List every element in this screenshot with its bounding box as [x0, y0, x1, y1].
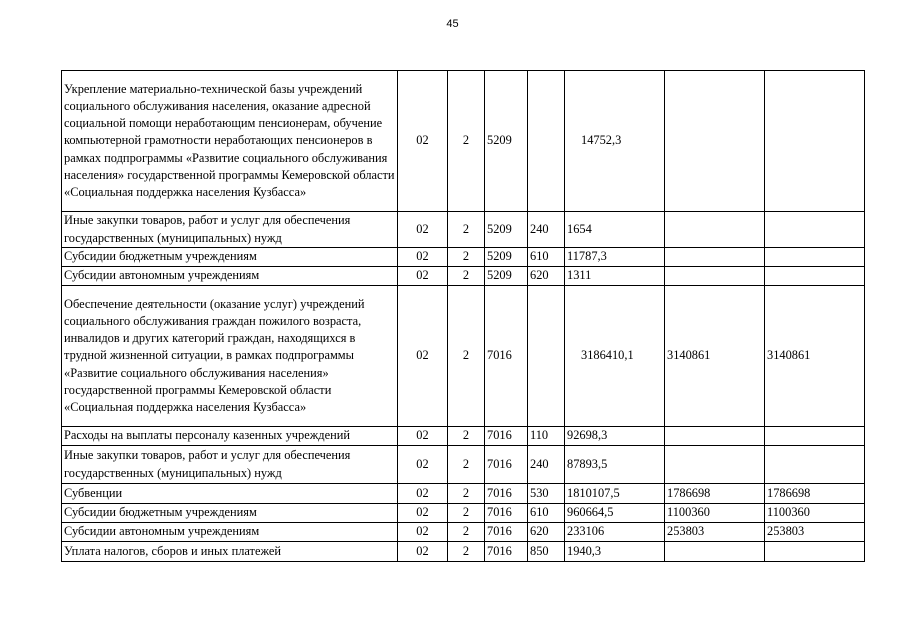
- table-row: [62, 427, 865, 446]
- section-cell: 02: [398, 523, 448, 542]
- amount-3-cell: [765, 248, 865, 267]
- amount-1-cell: 1654: [565, 212, 665, 248]
- section-cell: 02: [398, 248, 448, 267]
- table-row: [62, 286, 865, 427]
- amount-3-cell: 1786698: [765, 484, 865, 504]
- expense-type-cell: 240: [528, 212, 565, 248]
- subsection-cell: 2: [448, 286, 485, 427]
- subsection-cell: 2: [448, 446, 485, 484]
- amount-2-cell: 3140861: [665, 286, 765, 427]
- amount-1-cell: 92698,3: [565, 427, 665, 446]
- expense-type-cell: 240: [528, 446, 565, 484]
- amount-1-cell: 3186410,1: [565, 286, 665, 427]
- expense-type-cell: [528, 71, 565, 212]
- amount-1-cell: 1940,3: [565, 542, 665, 562]
- amount-3-cell: [765, 542, 865, 562]
- expense-type-cell: 850: [528, 542, 565, 562]
- target-article-cell: 7016: [485, 542, 528, 562]
- expense-type-cell: 620: [528, 267, 565, 286]
- amount-2-cell: [665, 542, 765, 562]
- target-article-cell: 7016: [485, 286, 528, 427]
- section-cell: 02: [398, 71, 448, 212]
- row-name-cell: Субсидии бюджетным учреждениям: [62, 248, 398, 267]
- subsection-cell: 2: [448, 248, 485, 267]
- section-cell: 02: [398, 484, 448, 504]
- target-article-cell: 7016: [485, 484, 528, 504]
- table-row: [62, 248, 865, 267]
- row-name-cell: Субсидии автономным учреждениям: [62, 267, 398, 286]
- expense-type-cell: 110: [528, 427, 565, 446]
- target-article-cell: 7016: [485, 504, 528, 523]
- section-cell: 02: [398, 446, 448, 484]
- expense-type-cell: 610: [528, 504, 565, 523]
- section-cell: 02: [398, 427, 448, 446]
- subsection-cell: 2: [448, 542, 485, 562]
- row-name-cell: Иные закупки товаров, работ и услуг для обеспечения государственных (муниципальных) нужд: [62, 446, 398, 484]
- amount-1-cell: 11787,3: [565, 248, 665, 267]
- row-name-cell: Расходы на выплаты персоналу казенных учреждений: [62, 427, 398, 446]
- subsection-cell: 2: [448, 71, 485, 212]
- expense-type-cell: 620: [528, 523, 565, 542]
- amount-3-cell: 3140861: [765, 286, 865, 427]
- row-name-cell: Субвенции: [62, 484, 398, 504]
- target-article-cell: 5209: [485, 267, 528, 286]
- amount-1-cell: 233106: [565, 523, 665, 542]
- expense-type-cell: 610: [528, 248, 565, 267]
- amount-3-cell: [765, 212, 865, 248]
- subsection-cell: 2: [448, 427, 485, 446]
- amount-2-cell: [665, 71, 765, 212]
- target-article-cell: 7016: [485, 427, 528, 446]
- amount-2-cell: [665, 427, 765, 446]
- amount-3-cell: [765, 446, 865, 484]
- row-name-cell: Обеспечение деятельности (оказание услуг) учреждений социального обслуживания граждан пожилого возраста, инвалидов и других категорий граждан, находящихся в трудной жизненной ситуации, в рамках подпрограммы «Развитие социального обслуживания населения» государственной программы Кемеровской области «Социальная поддержка населения Кузбасса»: [62, 286, 398, 427]
- table-row: [62, 504, 865, 523]
- amount-1-cell: 1810107,5: [565, 484, 665, 504]
- subsection-cell: 2: [448, 523, 485, 542]
- row-name-cell: Субсидии бюджетным учреждениям: [62, 504, 398, 523]
- row-name-cell: Иные закупки товаров, работ и услуг для обеспечения государственных (муниципальных) нужд: [62, 212, 398, 248]
- subsection-cell: 2: [448, 212, 485, 248]
- row-name-cell: Субсидии автономным учреждениям: [62, 523, 398, 542]
- section-cell: 02: [398, 212, 448, 248]
- amount-1-cell: 960664,5: [565, 504, 665, 523]
- subsection-cell: 2: [448, 504, 485, 523]
- amount-2-cell: [665, 446, 765, 484]
- section-cell: 02: [398, 267, 448, 286]
- expense-type-cell: [528, 286, 565, 427]
- subsection-cell: 2: [448, 484, 485, 504]
- table-row: [62, 267, 865, 286]
- amount-3-cell: [765, 71, 865, 212]
- amount-1-cell: 1311: [565, 267, 665, 286]
- amount-2-cell: [665, 267, 765, 286]
- amount-2-cell: 1786698: [665, 484, 765, 504]
- section-cell: 02: [398, 286, 448, 427]
- table-row: [62, 484, 865, 504]
- row-name-cell: Уплата налогов, сборов и иных платежей: [62, 542, 398, 562]
- table-row: [62, 523, 865, 542]
- amount-1-cell: 14752,3: [565, 71, 665, 212]
- budget-table: [61, 70, 865, 562]
- table-row: [62, 542, 865, 562]
- subsection-cell: 2: [448, 267, 485, 286]
- row-name-cell: Укрепление материально-технической базы учреждений социального обслуживания населения, оказание адресной социальной помощи неработающим пенсионерам, обучение компьютерной грамотности неработающих пенсионеров в рамках подпрограммы «Развитие социального обслуживания населения» государственной программы Кемеровской области «Социальная поддержка населения Кузбасса»: [62, 71, 398, 212]
- section-cell: 02: [398, 542, 448, 562]
- table-row: [62, 446, 865, 484]
- amount-2-cell: 253803: [665, 523, 765, 542]
- table-row: [62, 71, 865, 212]
- target-article-cell: 7016: [485, 446, 528, 484]
- expense-type-cell: 530: [528, 484, 565, 504]
- amount-3-cell: [765, 267, 865, 286]
- amount-2-cell: 1100360: [665, 504, 765, 523]
- amount-2-cell: [665, 248, 765, 267]
- target-article-cell: 5209: [485, 212, 528, 248]
- target-article-cell: 5209: [485, 71, 528, 212]
- table-row: [62, 212, 865, 248]
- amount-3-cell: 253803: [765, 523, 865, 542]
- page-number: 45: [446, 18, 459, 30]
- amount-3-cell: 1100360: [765, 504, 865, 523]
- amount-3-cell: [765, 427, 865, 446]
- amount-1-cell: 87893,5: [565, 446, 665, 484]
- amount-2-cell: [665, 212, 765, 248]
- target-article-cell: 5209: [485, 248, 528, 267]
- section-cell: 02: [398, 504, 448, 523]
- target-article-cell: 7016: [485, 523, 528, 542]
